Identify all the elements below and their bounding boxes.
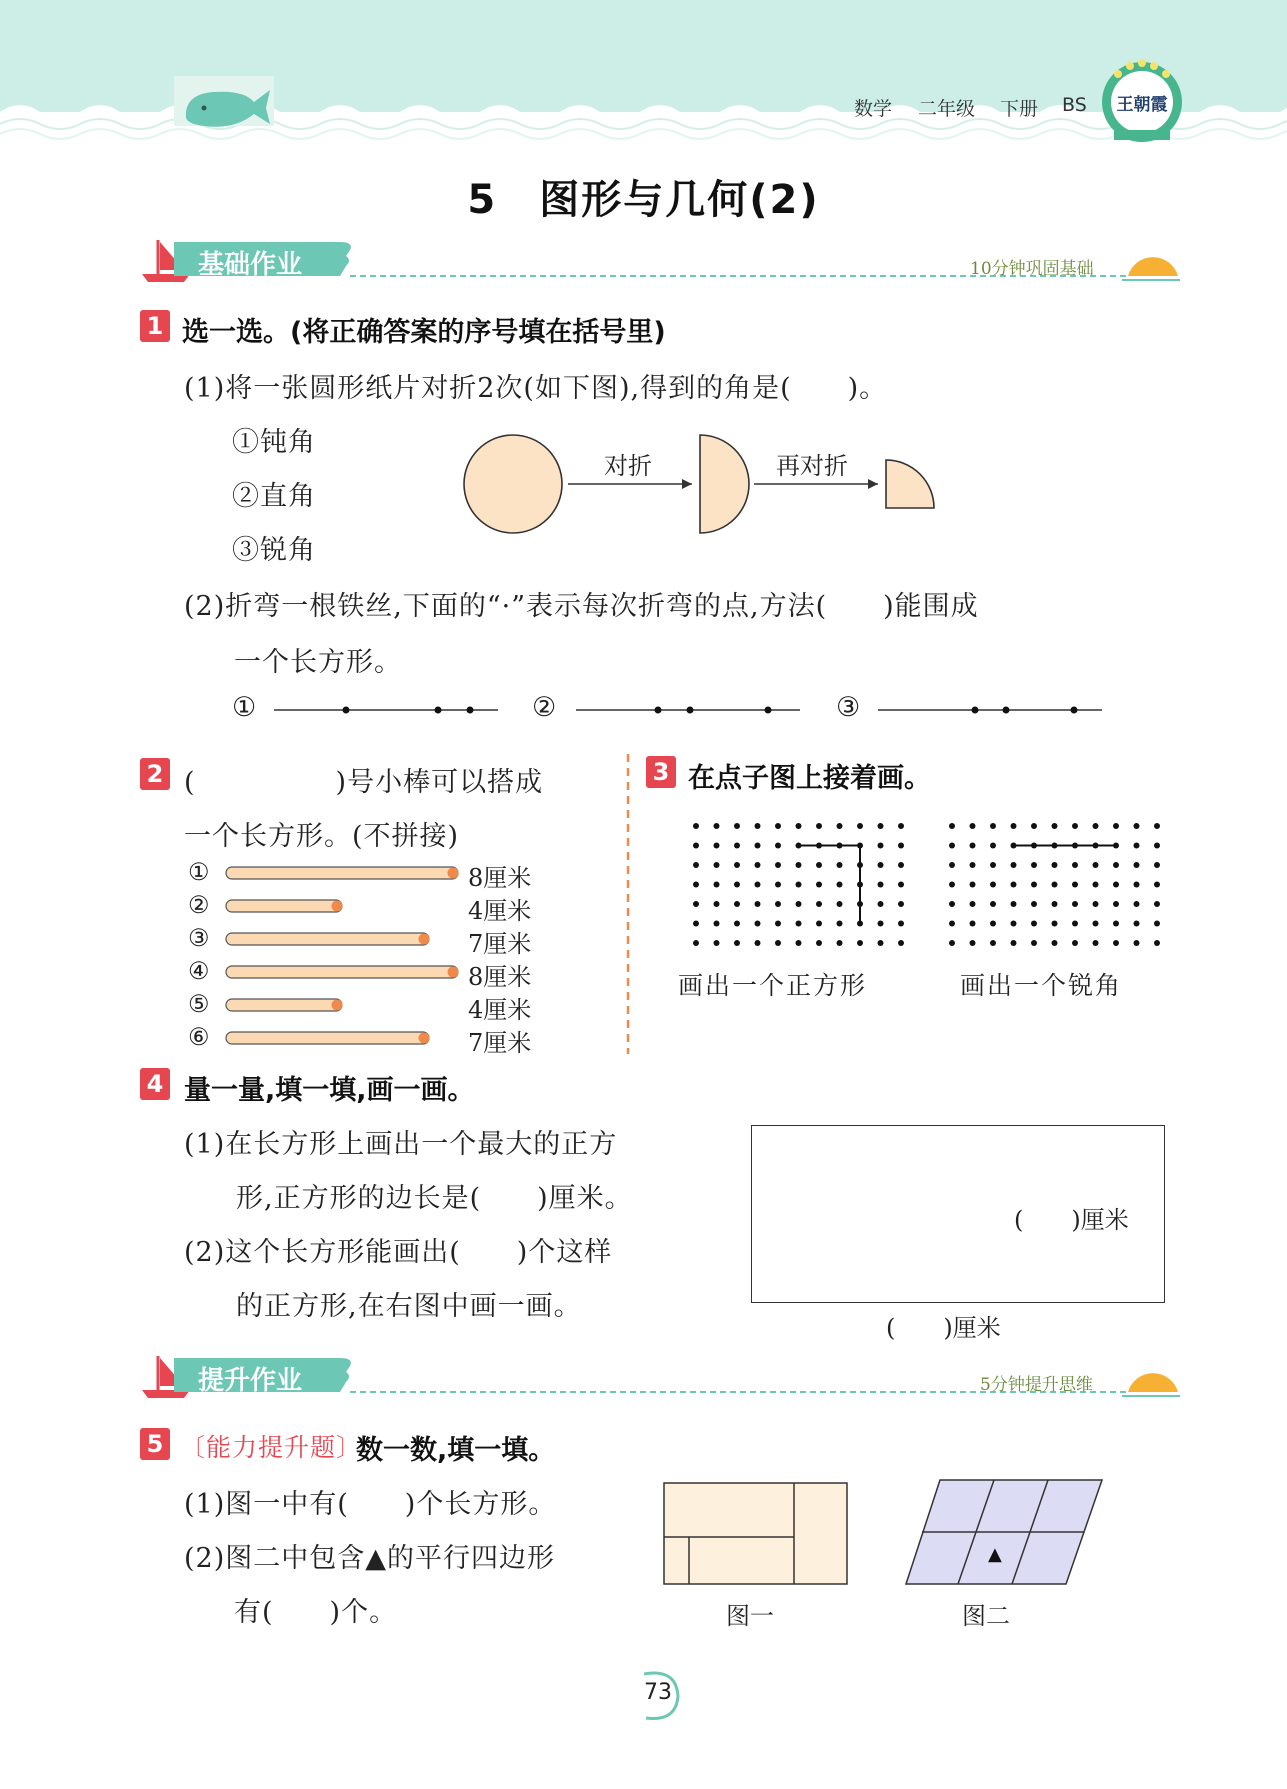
half-circle	[700, 435, 749, 533]
fold-label-2: 再对折	[776, 452, 848, 480]
stick-length: 8厘米	[468, 864, 532, 892]
question-4-part-2-cont: 的正方形,在右图中画一画。	[236, 1291, 582, 1322]
rectangle-length-label: ( )厘米	[886, 1314, 1001, 1342]
grid-dot[interactable]	[898, 862, 904, 868]
grid-dot[interactable]	[714, 921, 720, 927]
figure-one-rectangles	[663, 1482, 849, 1586]
grid-dot[interactable]	[990, 882, 996, 888]
stick-label: ④	[188, 957, 210, 985]
grid-dot[interactable]	[714, 940, 720, 946]
grid-dot[interactable]	[1113, 921, 1119, 927]
grid-dot[interactable]	[898, 843, 904, 849]
grid-dot[interactable]	[816, 921, 822, 927]
grid-dot[interactable]	[898, 940, 904, 946]
grid-dot[interactable]	[1052, 882, 1058, 888]
grid-dot[interactable]	[949, 843, 955, 849]
grid-dot[interactable]	[1031, 882, 1037, 888]
stick-tip	[332, 1000, 343, 1011]
grid-dot[interactable]	[1072, 901, 1078, 907]
stick-tip	[419, 1033, 430, 1044]
rectangle-width-label: ( )厘米	[1014, 1206, 1129, 1234]
grid-dot[interactable]	[970, 921, 976, 927]
grid-dot[interactable]	[1011, 862, 1017, 868]
stick-tip	[448, 967, 459, 978]
grid-dot[interactable]	[970, 823, 976, 829]
grid-dot[interactable]	[693, 862, 699, 868]
grid-dot[interactable]	[949, 823, 955, 829]
page-header	[0, 0, 1287, 150]
grid-dot[interactable]	[775, 901, 781, 907]
grid-dot[interactable]	[1154, 940, 1160, 946]
header-grade: 二年级	[918, 98, 976, 120]
stick-length: 4厘米	[468, 897, 532, 925]
question-1-part-2-cont: 一个长方形。	[234, 647, 402, 678]
grid-dot[interactable]	[1011, 882, 1017, 888]
grid-dot[interactable]	[837, 862, 843, 868]
grid-dot[interactable]	[898, 882, 904, 888]
grid-dot[interactable]	[1072, 921, 1078, 927]
grid-dot[interactable]	[796, 940, 802, 946]
grid-dot[interactable]	[775, 862, 781, 868]
grid-dot[interactable]	[878, 823, 884, 829]
stick-body	[226, 900, 342, 912]
grid-dot[interactable]	[1093, 921, 1099, 927]
grid-dot[interactable]	[878, 940, 884, 946]
grid-dot[interactable]	[816, 940, 822, 946]
brand-logo	[1100, 60, 1184, 144]
question-5-heading: 数一数,填一填。	[356, 1435, 556, 1466]
wire-label-1: ①	[232, 692, 258, 723]
grid-dot[interactable]	[755, 843, 761, 849]
question-4-part-2: (2)这个长方形能画出( )个这样	[184, 1237, 613, 1268]
grid-dot[interactable]	[949, 940, 955, 946]
grid-dot[interactable]	[1134, 901, 1140, 907]
grid-dot[interactable]	[949, 921, 955, 927]
grid-dot[interactable]	[837, 901, 843, 907]
grid-dot[interactable]	[816, 862, 822, 868]
grid-dot[interactable]	[1093, 823, 1099, 829]
section-label-advanced: 提升作业	[198, 1366, 303, 1396]
question-2-line-2: 一个长方形。(不拼接)	[184, 821, 460, 852]
option-acute: ③锐角	[232, 535, 316, 566]
question-1-part-1: (1)将一张圆形纸片对折2次(如下图),得到的角是( )。	[184, 373, 888, 404]
grid-dot[interactable]	[1093, 862, 1099, 868]
grid-dot[interactable]	[714, 901, 720, 907]
stick-body	[226, 966, 458, 978]
grid-dot[interactable]	[1072, 823, 1078, 829]
stick-body	[226, 933, 429, 945]
grid-dot[interactable]	[1134, 843, 1140, 849]
grid-dot[interactable]	[878, 862, 884, 868]
grid-dot[interactable]	[1031, 901, 1037, 907]
grid-dot[interactable]	[755, 823, 761, 829]
grid-dot[interactable]	[1134, 862, 1140, 868]
question-5-tag: 〔能力提升题〕	[180, 1433, 363, 1462]
grid-dot[interactable]	[1031, 862, 1037, 868]
grid-dot[interactable]	[990, 862, 996, 868]
grid-dot[interactable]	[1072, 882, 1078, 888]
stick-body	[226, 999, 342, 1011]
grid-dot[interactable]	[693, 940, 699, 946]
grid-dot[interactable]	[734, 862, 740, 868]
grid-dot[interactable]	[816, 882, 822, 888]
grid-dot[interactable]	[1154, 882, 1160, 888]
grid-dot[interactable]	[1052, 823, 1058, 829]
grid-dot[interactable]	[1134, 882, 1140, 888]
grid-dot[interactable]	[1052, 862, 1058, 868]
stick-tip	[419, 934, 430, 945]
grid-dot[interactable]	[755, 940, 761, 946]
grid-dot[interactable]	[878, 882, 884, 888]
question-4-heading: 量一量,填一填,画一画。	[184, 1075, 475, 1106]
page-number: 73	[644, 1680, 672, 1705]
grid-dot[interactable]	[734, 940, 740, 946]
grid-dot[interactable]	[1052, 921, 1058, 927]
grid-dot[interactable]	[775, 823, 781, 829]
column-divider	[626, 754, 630, 1054]
grid-dot[interactable]	[734, 823, 740, 829]
question-3-heading: 在点子图上接着画。	[688, 763, 931, 794]
grid-dot[interactable]	[796, 901, 802, 907]
question-number-4: 4	[140, 1068, 170, 1100]
grid-dot[interactable]	[1154, 901, 1160, 907]
grid-dot[interactable]	[1031, 921, 1037, 927]
stick-length: 8厘米	[468, 963, 532, 991]
grid-dot[interactable]	[1031, 940, 1037, 946]
grid-dot[interactable]	[714, 843, 720, 849]
grid-dot[interactable]	[1052, 940, 1058, 946]
stick-length: 4厘米	[468, 996, 532, 1024]
caption-square: 画出一个正方形	[678, 971, 868, 1000]
grid-dot[interactable]	[970, 882, 976, 888]
question-4-part-1-cont: 形,正方形的边长是( )厘米。	[236, 1183, 633, 1214]
wire-label-3: ③	[836, 692, 862, 723]
grid-dot[interactable]	[949, 901, 955, 907]
stick-tip	[332, 901, 343, 912]
figure-one-caption: 图一	[726, 1602, 774, 1630]
stick-label: ②	[188, 891, 210, 919]
grid-dot[interactable]	[714, 862, 720, 868]
question-number-1: 1	[140, 310, 170, 342]
dot-grid-acute-angle	[946, 820, 1176, 950]
grid-dot[interactable]	[1052, 901, 1058, 907]
grid-dot[interactable]	[898, 823, 904, 829]
dot-grid-square	[690, 820, 920, 950]
question-number-3: 3	[646, 756, 676, 788]
grid-dot[interactable]	[1093, 901, 1099, 907]
grid-dot[interactable]	[734, 843, 740, 849]
grid-dot[interactable]	[775, 921, 781, 927]
wire-label-2: ②	[532, 692, 558, 723]
paper-fold-diagram	[460, 432, 940, 542]
section-banner-advanced	[140, 1352, 1180, 1400]
grid-dot[interactable]	[970, 940, 976, 946]
grid-dot[interactable]	[755, 921, 761, 927]
full-circle	[464, 435, 562, 533]
grid-dot[interactable]	[990, 940, 996, 946]
grid-dot[interactable]	[878, 921, 884, 927]
quarter-circle	[886, 460, 934, 508]
grid-dot[interactable]	[1134, 940, 1140, 946]
grid-dot[interactable]	[1154, 921, 1160, 927]
grid-dot[interactable]	[1113, 882, 1119, 888]
grid-dot[interactable]	[1113, 940, 1119, 946]
question-2-line-1: ( )号小棒可以搭成	[184, 767, 544, 798]
grid-dot[interactable]	[693, 823, 699, 829]
grid-dot[interactable]	[714, 882, 720, 888]
grid-dot[interactable]	[734, 921, 740, 927]
grid-dot[interactable]	[990, 921, 996, 927]
grid-dot[interactable]	[1011, 901, 1017, 907]
grid-dot[interactable]	[755, 862, 761, 868]
grid-dot[interactable]	[970, 901, 976, 907]
grid-dot[interactable]	[837, 823, 843, 829]
grid-dot[interactable]	[837, 882, 843, 888]
grid-dot[interactable]	[1154, 843, 1160, 849]
grid-dot[interactable]	[1134, 921, 1140, 927]
question-number-5: 5	[140, 1428, 170, 1460]
grid-dot[interactable]	[857, 940, 863, 946]
grid-dot[interactable]	[775, 843, 781, 849]
stick-body	[226, 867, 458, 879]
stick-label: ⑤	[188, 990, 210, 1018]
grid-dot[interactable]	[796, 862, 802, 868]
grid-dot[interactable]	[796, 882, 802, 888]
question-5-part-2-cont: 有( )个。	[234, 1597, 398, 1628]
grid-dot[interactable]	[878, 843, 884, 849]
header-edition: BS	[1062, 94, 1087, 116]
logo-text: 王朝霞	[1116, 95, 1168, 115]
option-right: ②直角	[232, 481, 316, 512]
question-1-part-2: (2)折弯一根铁丝,下面的“·”表示每次折弯的点,方法( )能围成	[184, 591, 979, 622]
grid-dot[interactable]	[714, 823, 720, 829]
grid-dot[interactable]	[775, 940, 781, 946]
question-4-part-1: (1)在长方形上画出一个最大的正方	[184, 1129, 618, 1160]
grid-dot[interactable]	[857, 823, 863, 829]
grid-dot[interactable]	[796, 823, 802, 829]
triangle-marker: ▲	[988, 1544, 1002, 1565]
fold-label-1: 对折	[604, 452, 652, 480]
grid-dot[interactable]	[1072, 862, 1078, 868]
grid-dot[interactable]	[970, 843, 976, 849]
grid-dot[interactable]	[949, 882, 955, 888]
section-note-basic: 10分钟巩固基础	[970, 259, 1094, 279]
grid-dot[interactable]	[990, 843, 996, 849]
grid-dot[interactable]	[693, 843, 699, 849]
section-banner-basic	[140, 236, 1180, 284]
grid-dot[interactable]	[693, 901, 699, 907]
grid-dot[interactable]	[1113, 862, 1119, 868]
grid-dot[interactable]	[970, 862, 976, 868]
grid-dot[interactable]	[898, 921, 904, 927]
figure-two-caption: 图二	[962, 1602, 1010, 1630]
grid-dot[interactable]	[816, 901, 822, 907]
grid-dot[interactable]	[990, 823, 996, 829]
grid-dot[interactable]	[693, 882, 699, 888]
question-number-2: 2	[140, 758, 170, 790]
question-1-heading: 选一选。(将正确答案的序号填在括号里)	[182, 317, 666, 348]
grid-dot[interactable]	[837, 940, 843, 946]
grid-dot[interactable]	[755, 882, 761, 888]
figure-two-parallelograms	[904, 1478, 1104, 1588]
question-5-part-1: (1)图一中有( )个长方形。	[184, 1489, 557, 1520]
page-title: 5 图形与几何(2)	[467, 177, 820, 223]
grid-dot[interactable]	[1072, 940, 1078, 946]
question-5-part-2: (2)图二中包含▲的平行四边形	[184, 1543, 556, 1574]
grid-dot[interactable]	[796, 921, 802, 927]
grid-dot[interactable]	[1011, 921, 1017, 927]
grid-dot[interactable]	[816, 823, 822, 829]
stick-label: ⑥	[188, 1023, 210, 1051]
grid-dot[interactable]	[1093, 940, 1099, 946]
grid-dot[interactable]	[1093, 882, 1099, 888]
grid-dot[interactable]	[755, 901, 761, 907]
grid-dot[interactable]	[1154, 823, 1160, 829]
grid-dot[interactable]	[1154, 862, 1160, 868]
stick-tip	[448, 868, 459, 879]
stick-length: 7厘米	[468, 930, 532, 958]
grid-dot[interactable]	[693, 921, 699, 927]
section-label-basic: 基础作业	[198, 250, 303, 280]
grid-dot[interactable]	[1113, 823, 1119, 829]
wire-diagrams	[0, 700, 1000, 720]
option-obtuse: ①钝角	[232, 427, 316, 458]
grid-dot[interactable]	[1134, 823, 1140, 829]
grid-dot[interactable]	[775, 882, 781, 888]
stick-length: 7厘米	[468, 1029, 532, 1057]
header-volume: 下册	[1000, 98, 1039, 120]
stick-body	[226, 1032, 429, 1044]
grid-dot[interactable]	[990, 901, 996, 907]
grid-dot[interactable]	[1113, 901, 1119, 907]
grid-dot[interactable]	[837, 921, 843, 927]
grid-dot[interactable]	[1011, 823, 1017, 829]
stick-label: ①	[188, 858, 210, 886]
grid-dot[interactable]	[734, 901, 740, 907]
header-subject: 数学	[854, 98, 893, 120]
grid-dot[interactable]	[878, 901, 884, 907]
grid-dot[interactable]	[1011, 940, 1017, 946]
whale-icon	[174, 76, 274, 136]
section-note-advanced: 5分钟提升思维	[980, 1375, 1093, 1395]
caption-acute-angle: 画出一个锐角	[960, 971, 1123, 1000]
grid-dot[interactable]	[1031, 823, 1037, 829]
grid-dot[interactable]	[734, 882, 740, 888]
grid-dot[interactable]	[898, 901, 904, 907]
stick-label: ③	[188, 924, 210, 952]
grid-dot[interactable]	[949, 862, 955, 868]
